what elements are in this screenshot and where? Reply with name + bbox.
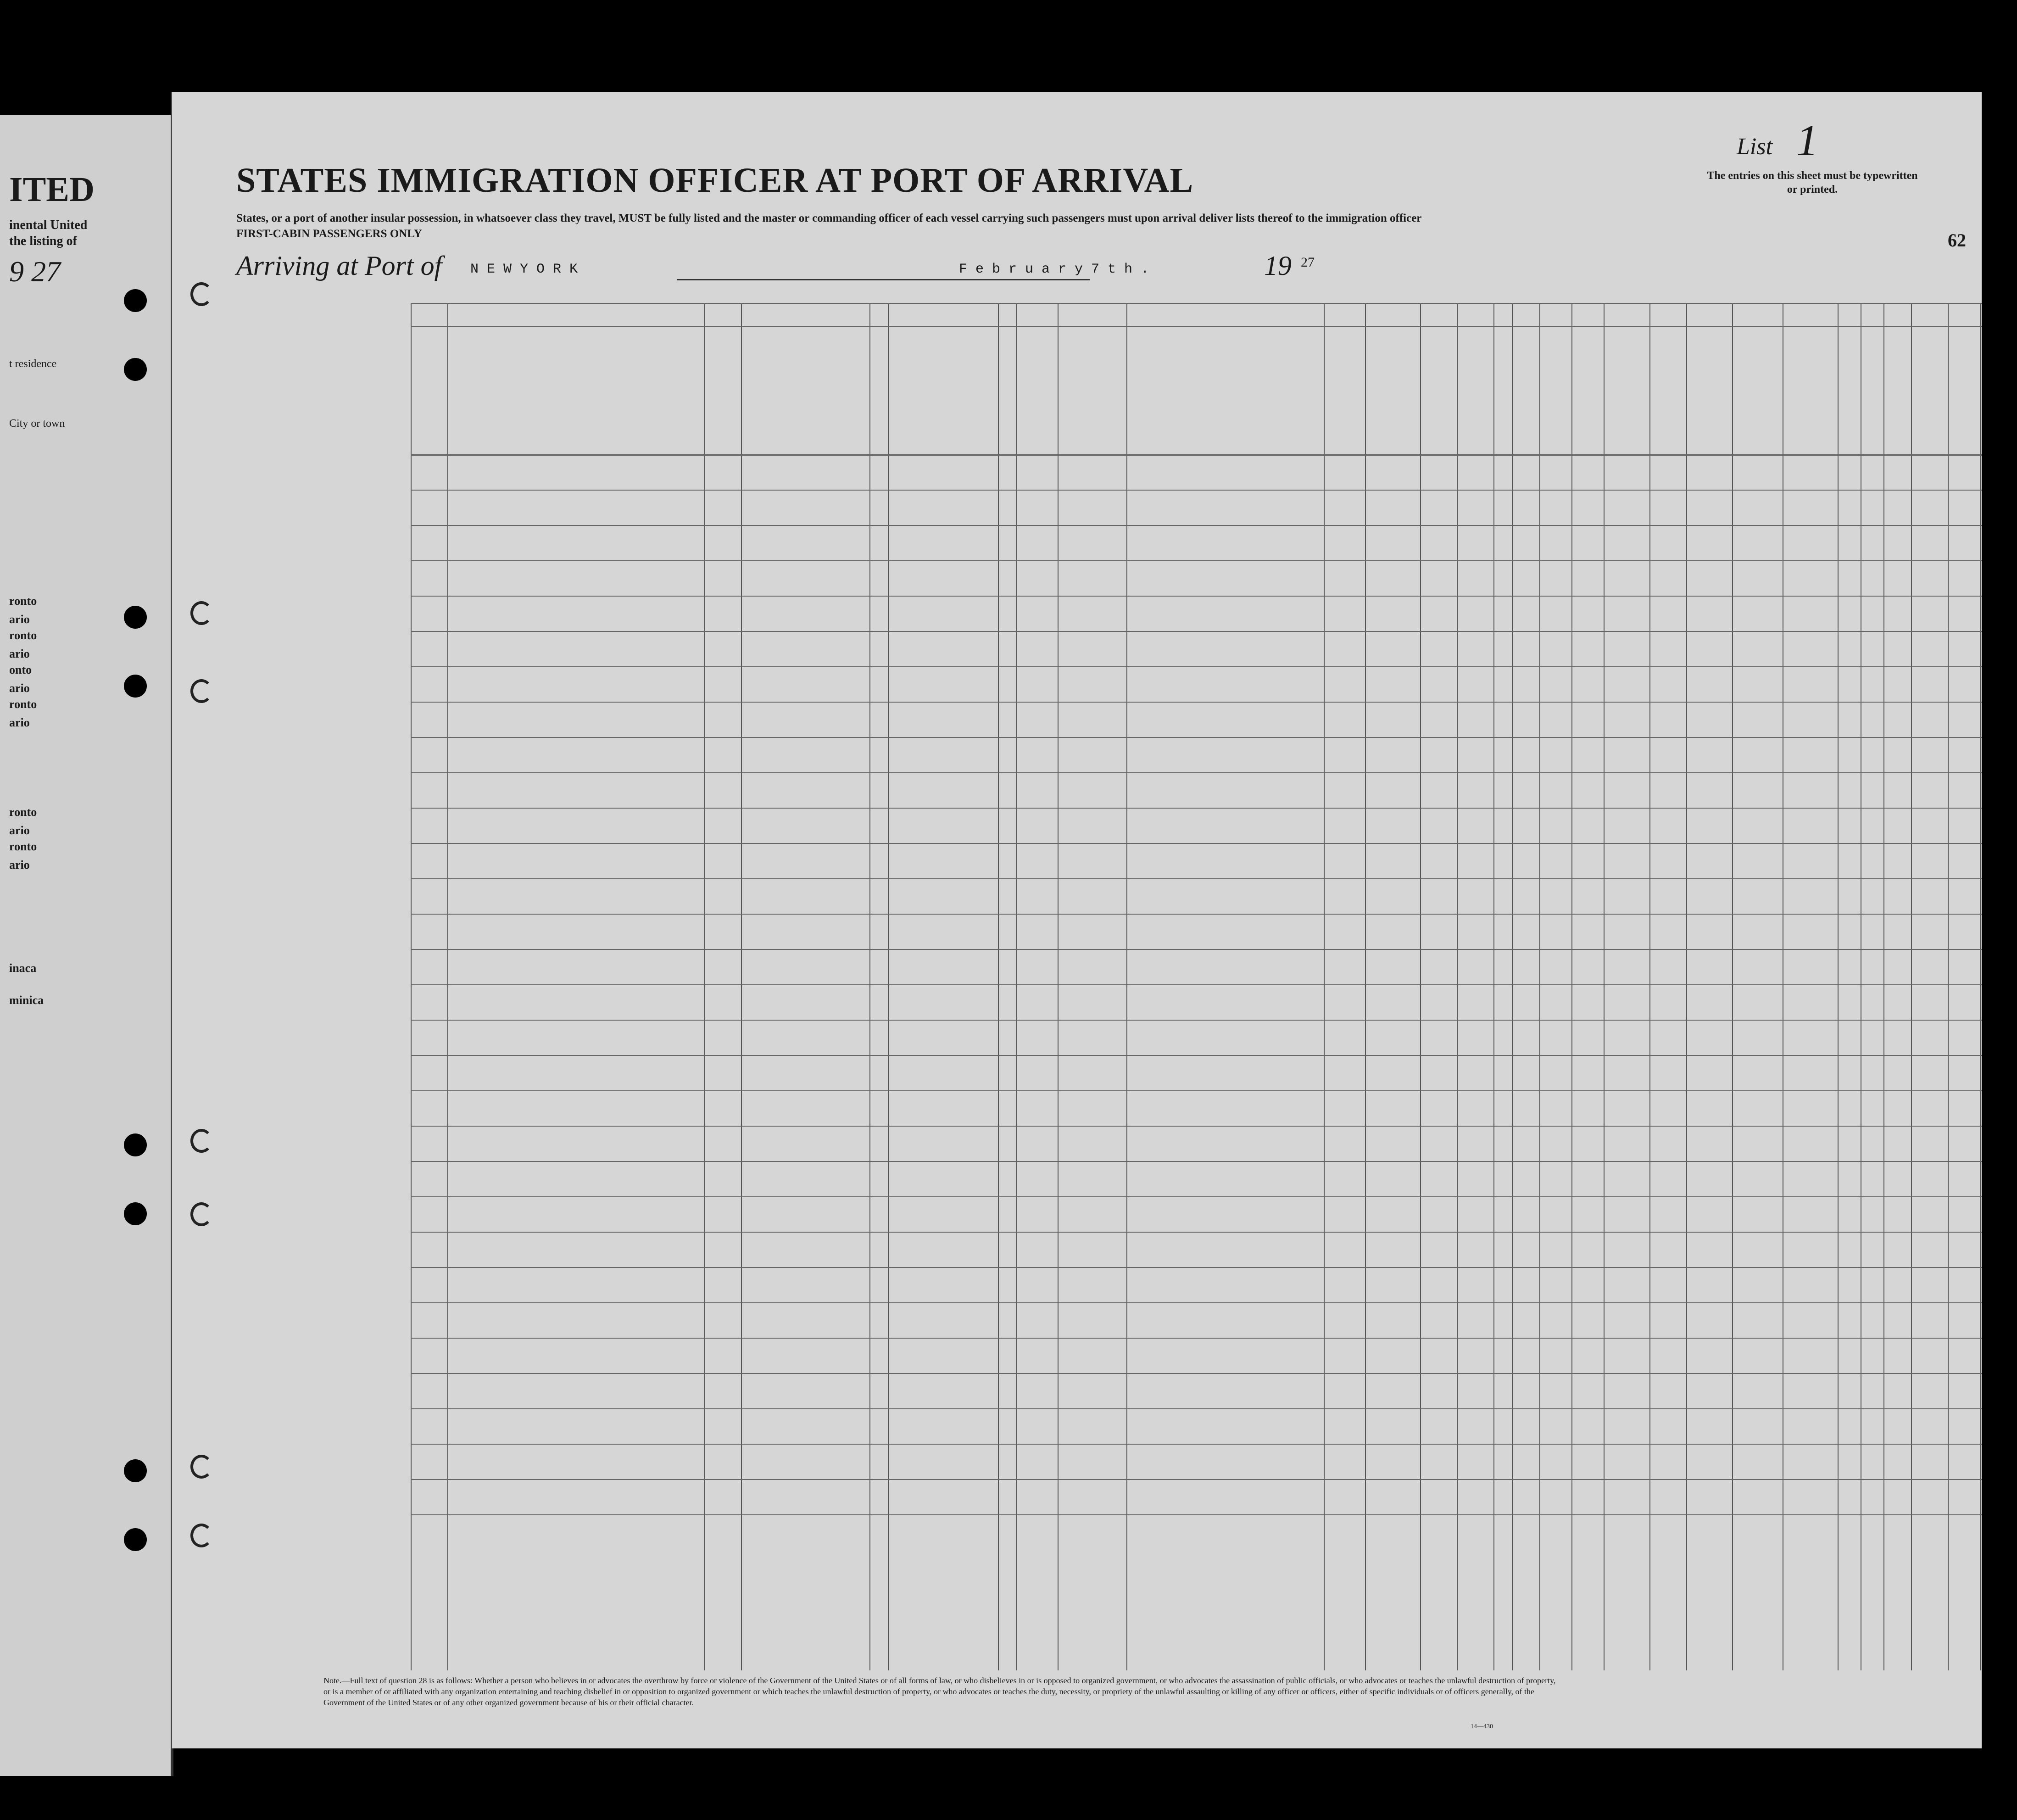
header-purpose (1326, 328, 1418, 339)
grid-hline (411, 1232, 1982, 1233)
grid-hline (411, 454, 1982, 456)
grid-hline (411, 1338, 1982, 1339)
prev-row-label: minica (9, 994, 44, 1007)
grid-vline (1980, 303, 1981, 1670)
header-class: FIRST-CABIN PASSENGERS ONLY (236, 228, 422, 240)
ring-mark (190, 1524, 212, 1547)
prev-row-label: ronto (9, 840, 37, 853)
grid-hline (411, 1444, 1982, 1445)
header-deformed (1688, 340, 1730, 422)
header-feet (1734, 395, 1753, 441)
prev-row-label: ario (9, 681, 30, 695)
grid-vline (1420, 303, 1421, 1670)
grid-hline (411, 1479, 1982, 1480)
previous-page-strip (0, 115, 173, 1776)
header-overthrow (1541, 330, 1570, 450)
grid-vline (1604, 303, 1605, 1670)
prev-line1: inental United (9, 218, 88, 232)
header-city-town (743, 395, 868, 408)
prev-row-label: ronto (9, 805, 37, 819)
prev-row-label: ario (9, 647, 30, 660)
grid-hline (411, 808, 1982, 809)
grid-vline (1058, 303, 1059, 1670)
grid-hline (411, 1267, 1982, 1268)
prev-row-label: inaca (9, 961, 37, 975)
page-title: STATES IMMIGRATION OFFICER AT PORT OF ARRIVAL (236, 161, 1194, 200)
grid-hline (411, 984, 1982, 985)
header-height (1734, 335, 1781, 349)
manifest-sheet (171, 92, 1982, 1748)
grid-vline (1457, 303, 1458, 1670)
header-passage-sub (890, 369, 996, 438)
grid-hline (411, 737, 1982, 738)
prev-residence: t residence (9, 358, 57, 370)
binder-hole (124, 289, 147, 312)
grid-hline (411, 490, 1982, 491)
grid-hline (411, 1161, 1982, 1162)
prev-title: ITED (9, 170, 95, 209)
header-ever-before (1018, 328, 1125, 376)
header-offer-labor (1573, 330, 1602, 450)
year-prefix: 19 (1264, 251, 1292, 281)
prev-row-label: ronto (9, 698, 37, 711)
grid-hline (411, 1302, 1982, 1303)
prev-row-label: ronto (9, 594, 37, 608)
header-hair (1839, 395, 1872, 408)
grid-vline (1686, 303, 1687, 1670)
grid-vline (1732, 303, 1733, 1670)
grid-hline (411, 1020, 1982, 1021)
binder-hole (124, 675, 147, 698)
grid-vline (1911, 303, 1912, 1670)
header-final-destination (706, 330, 868, 344)
grid-hline (411, 596, 1982, 597)
arrival-date: F e b r u a r y 7 t h . (959, 262, 1149, 277)
prev-row-label: onto (9, 663, 32, 676)
header-subtitle: States, or a port of another insular possession, in whatsoever class they travel, MUST be fully listed and the master or commanding officer of each vessel carrying such passengers must upon arrival deliver lists thereof to the immigration officer (236, 212, 1422, 224)
grid-hline (411, 1090, 1982, 1091)
prev-city: City or town (9, 418, 65, 430)
binder-hole (124, 1133, 147, 1156)
grid-hline (411, 1196, 1982, 1197)
grid-hline (411, 1126, 1982, 1127)
header-prison (1459, 330, 1492, 450)
grid-vline (869, 303, 870, 1670)
grid-vline (1539, 303, 1540, 1670)
prev-row-label: ario (9, 858, 30, 871)
header-no-on-list (412, 372, 446, 413)
binder-hole (124, 358, 147, 381)
arriving-label: Arriving at Port of (236, 251, 442, 281)
header-purpose-length (1367, 340, 1418, 450)
header-yes-no (1018, 385, 1056, 408)
grid-hline (411, 560, 1982, 561)
form-number: 14—430 (1471, 1723, 1493, 1730)
grid-hline (411, 702, 1982, 703)
grid-vline (411, 303, 412, 1670)
header-marks (1950, 372, 1982, 390)
header-going-to-join (1128, 353, 1322, 422)
port-name: N E W Y O R K (470, 262, 578, 277)
grid-hline (411, 949, 1982, 950)
header-color-of (1839, 335, 1909, 349)
header-where (1092, 413, 1125, 427)
grid-hline (411, 631, 1982, 632)
grid-vline (1948, 303, 1949, 1670)
port-underline (677, 279, 1090, 280)
grid-hline (411, 1408, 1982, 1409)
header-purpose-return (1326, 340, 1363, 450)
grid-hline (411, 1373, 1982, 1374)
typewritten-note: The entries on this sheet must be typewritten or printed. (1707, 170, 1918, 195)
grid-hline (411, 1055, 1982, 1056)
header-anarchist (1514, 330, 1538, 450)
grid-hline (411, 878, 1982, 879)
grid-hline (411, 666, 1982, 667)
list-label: List (1737, 134, 1773, 160)
grid-vline (704, 303, 705, 1670)
ring-mark (190, 1202, 212, 1226)
header-fifty-dollars (1000, 330, 1014, 450)
ring-mark (190, 601, 212, 625)
grid-vline (1126, 303, 1127, 1670)
header-deported (1605, 330, 1648, 450)
ring-mark (190, 282, 212, 306)
prev-year: 9 27 (9, 255, 61, 288)
binder-hole (124, 1459, 147, 1482)
grid-vline (998, 303, 999, 1670)
grid-hline (411, 326, 1982, 327)
grid-vline (1365, 303, 1366, 1670)
prev-row-label: ario (9, 824, 30, 837)
prev-line2: the listing of (9, 234, 77, 248)
header-eyes (1876, 395, 1909, 408)
grid-hline (411, 303, 1982, 304)
grid-hline (411, 1514, 1982, 1515)
grid-vline (447, 303, 448, 1670)
header-complexion (1784, 367, 1836, 404)
grid-vline (1838, 303, 1839, 1670)
ring-mark (190, 1455, 212, 1479)
grid-hline (411, 772, 1982, 773)
header-passage-paid (890, 337, 996, 365)
footnote: Note.—Full text of question 28 is as follows: Whether a person who believes in or advocates the overthrow by force or violence of the Government of the United States or of all forms of law, or who disbelieves in or is opposed to organized government, or who advocates the assassination of public officials, or who advocates or teaches the unlawful destruction of property, or is a member of or affiliated with any organization entertaining and teaching disbelief in or opposition to organized government or which teaches the unlawful destruction of property, or who advocates or teaches the duty, necessity, or propriety of the unlawful assaulting or killing of any officer or officers, either of specific individuals or of officers generally, of the Government of the United States or of any other organized government because of his or their official character. (323, 1676, 1556, 1707)
year-suffix: 27 (1301, 255, 1315, 270)
grid-vline (741, 303, 742, 1670)
prev-row-label: ronto (9, 629, 37, 642)
ring-mark (190, 1129, 212, 1153)
prev-row-label: ario (9, 716, 30, 729)
binder-hole (124, 1202, 147, 1225)
grid-vline (1324, 303, 1325, 1670)
prev-row-label: ario (9, 613, 30, 626)
grid-vline (1649, 303, 1650, 1670)
manifest-grid (411, 303, 1982, 1670)
grid-vline (1512, 303, 1513, 1670)
header-citizen (1422, 330, 1455, 450)
list-number: 1 (1796, 116, 1818, 165)
binder-hole (124, 1528, 147, 1551)
header-health (1651, 340, 1684, 422)
header-polygamist (1495, 330, 1510, 450)
header-year-period (1059, 404, 1088, 441)
grid-hline (411, 843, 1982, 844)
header-inches (1757, 395, 1781, 441)
grid-vline (888, 303, 889, 1670)
ring-mark (190, 679, 212, 703)
grid-vline (1493, 303, 1494, 1670)
grid-hline (411, 525, 1982, 526)
binder-hole (124, 606, 147, 629)
header-nearest-relative (449, 363, 702, 418)
header-state (706, 395, 739, 408)
grid-vline (1016, 303, 1017, 1670)
page-number: 62 (1948, 230, 1966, 251)
header-ticket (871, 330, 886, 450)
header-if-yes (1059, 379, 1125, 390)
header-final-destination-sub (706, 345, 868, 356)
grid-vline (1571, 303, 1572, 1670)
grid-hline (411, 914, 1982, 915)
grid-vline (1883, 303, 1884, 1670)
